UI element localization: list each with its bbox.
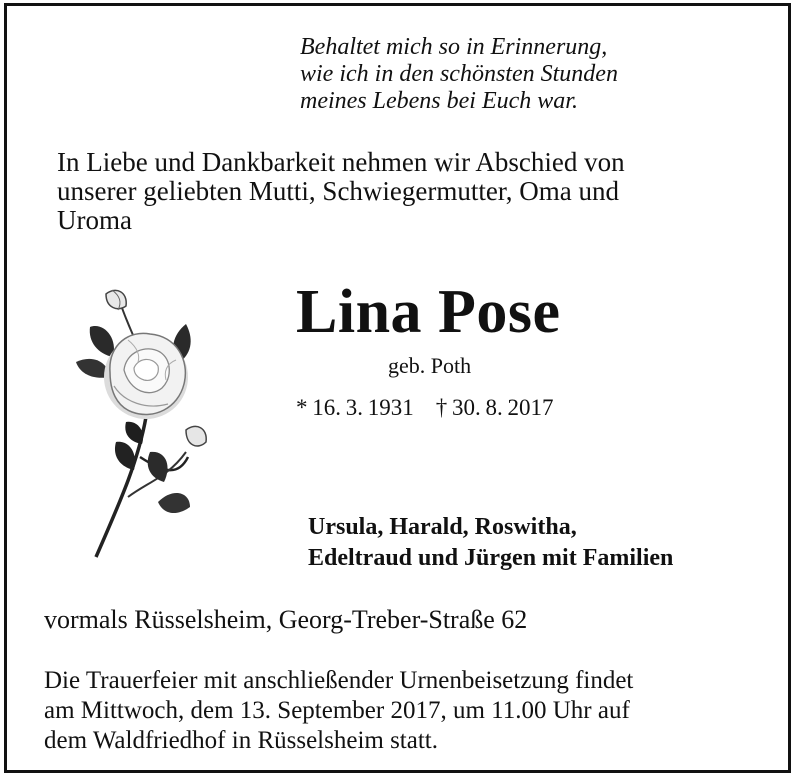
death-date: † 30. 8. 2017	[435, 395, 554, 420]
life-dates	[296, 394, 554, 422]
poem-line: meines Lebens bei Euch war.	[300, 88, 578, 114]
mourners-line: Ursula, Harald, Roswitha,	[308, 514, 577, 540]
service-line: am Mittwoch, dem 13. September 2017, um 11.00 Uhr auf	[44, 697, 630, 724]
service-line: Die Trauerfeier mit anschließender Urnenbeisetzung findet	[44, 667, 634, 694]
deceased-name: Lina Pose	[296, 278, 561, 346]
poem-line: wie ich in den schönsten Stunden	[300, 61, 618, 87]
mourners	[308, 512, 673, 574]
birth-name: geb. Poth	[388, 353, 472, 378]
intro-line: Uroma	[57, 205, 132, 235]
intro-line: In Liebe und Dankbarkeit nehmen wir Abschied von	[57, 147, 625, 177]
birth-date: * 16. 3. 1931	[296, 395, 414, 420]
intro-text	[57, 148, 747, 235]
poem	[300, 34, 740, 115]
intro-line: unserer geliebten Mutti, Schwiegermutter, Oma und	[57, 176, 620, 206]
mourners-line: Edeltraud und Jürgen mit Familien	[308, 545, 674, 571]
former-address: vormals Rüsselsheim, Georg-Treber-Straße 62	[44, 605, 528, 634]
poem-line: Behaltet mich so in Erinnerung,	[300, 34, 608, 60]
rose-icon	[68, 282, 228, 562]
funeral-service-text	[44, 666, 764, 756]
service-line: dem Waldfriedhof in Rüsselsheim statt.	[44, 727, 438, 754]
